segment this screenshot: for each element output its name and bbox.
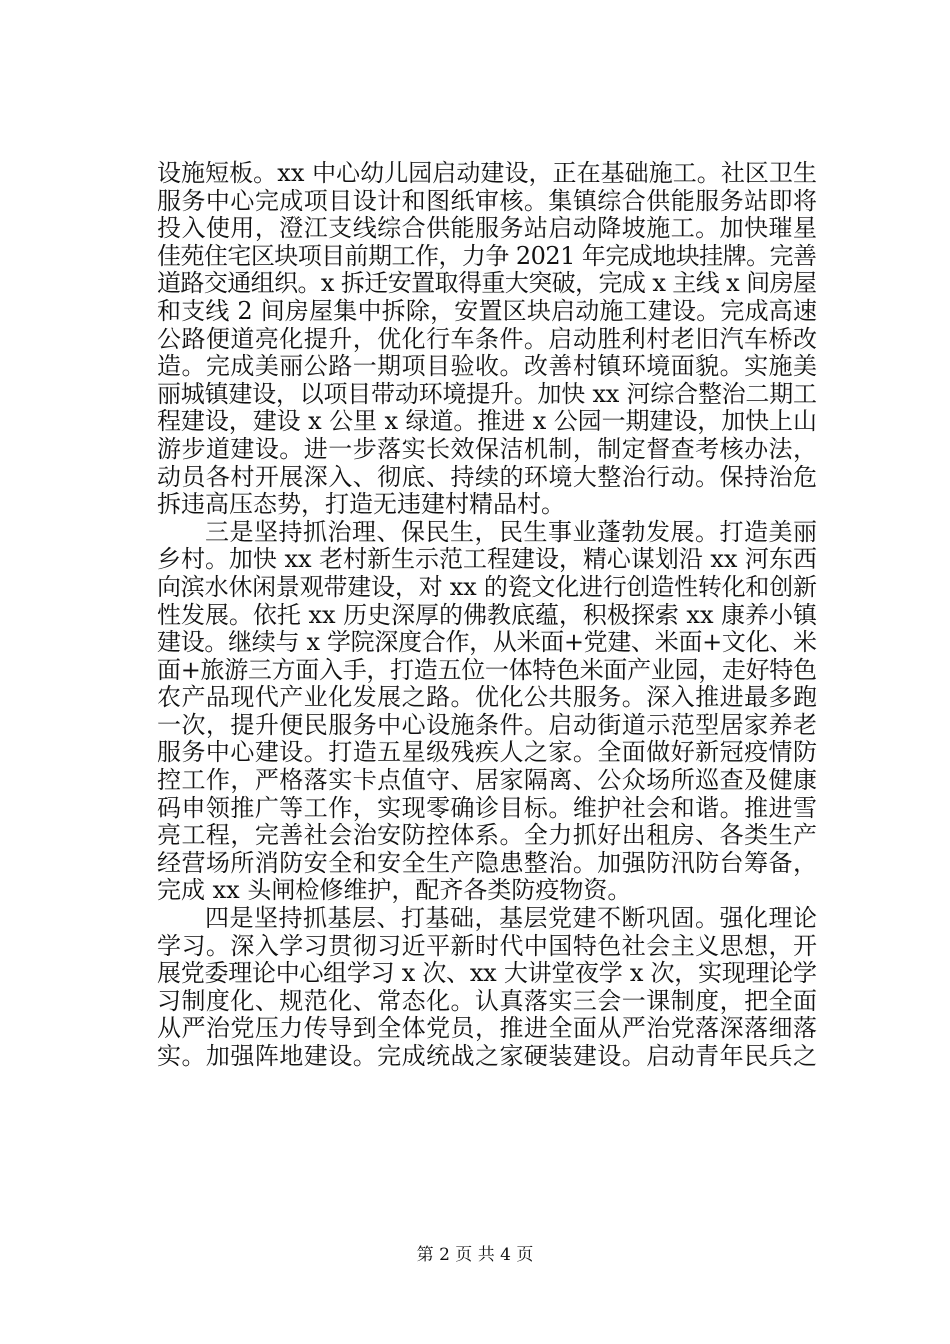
text-line: 乡村。加快 xx 老村新生示范工程建设，精心谋划沿 xx 河东西 [157,546,817,574]
text-line: 程建设，建设 x 公里 x 绿道。推进 x 公园一期建设，加快上山 [157,408,817,436]
text-line: 农产品现代产业化发展之路。优化公共服务。深入推进最多跑 [157,684,817,712]
page-footer: 第 2 页 共 4 页 [416,1245,534,1265]
text-line: 面+旅游三方面入手，打造五位一体特色米面产业园，走好特色 [157,656,817,684]
text-line: 动员各村开展深入、彻底、持续的环境大整治行动。保持治危 [157,463,817,491]
text-line: 控工作，严格落实卡点值守、居家隔离、公众场所巡查及健康 [157,767,817,795]
text-line: 一次，提升便民服务中心设施条件。启动街道示范型居家养老 [157,711,817,739]
text-line: 设施短板。xx 中心幼儿园启动建设，正在基础施工。社区卫生 [157,160,817,187]
text-line: 服务中心完成项目设计和图纸审核。集镇综合供能服务站即将 [157,187,817,215]
body-text [157,160,817,1071]
text-line: 道路交通组织。x 拆迁安置取得重大突破，完成 x 主线 x 间房屋 [157,270,817,298]
text-line: 从严治党压力传导到全体党员，推进全面从严治党落深落细落 [157,1015,817,1043]
text-line: 亮工程，完善社会治安防控体系。全力抓好出租房、各类生产 [157,822,817,850]
text-line: 服务中心建设。打造五星级残疾人之家。全面做好新冠疫情防 [157,739,817,767]
text-line: 经营场所消防安全和安全生产隐患整治。加强防汛防台筹备， [157,849,817,877]
text-line: 展党委理论中心组学习 x 次、xx 大讲堂夜学 x 次，实现理论学 [157,960,817,988]
text-line: 向滨水休闲景观带建设，对 xx 的瓷文化进行创造性转化和创新 [157,573,817,601]
text-line: 和支线 2 间房屋集中拆除，安置区块启动施工建设。完成高速 [157,297,817,325]
text-line: 拆违高压态势，打造无违建村精品村。 [157,491,565,519]
text-line: 三是坚持抓治理、保民生，民生事业蓬勃发展。打造美丽 [205,518,817,546]
text-line: 造。完成美丽公路一期项目验收。改善村镇环境面貌。实施美 [157,353,817,381]
text-line: 投入使用，澄江支线综合供能服务站启动降坡施工。加快璀星 [157,215,817,243]
text-line: 四是坚持抓基层、打基础，基层党建不断巩固。强化理论 [205,905,817,933]
text-line: 公路便道亮化提升，优化行车条件。启动胜利村老旧汽车桥改 [157,325,817,353]
text-line: 性发展。依托 xx 历史深厚的佛教底蕴，积极探索 xx 康养小镇 [157,601,817,629]
text-line: 佳苑住宅区块项目前期工作，力争 2021 年完成地块挂牌。完善 [157,242,817,270]
text-line: 丽城镇建设，以项目带动环境提升。加快 xx 河综合整治二期工 [157,380,817,408]
text-line: 完成 xx 头闸检修维护，配齐各类防疫物资。 [157,877,632,905]
text-line: 码申领推广等工作，实现零确诊目标。维护社会和谐。推进雪 [157,794,817,822]
text-line: 建设。继续与 x 学院深度合作，从米面+党建、米面+文化、米 [157,629,817,657]
text-line: 学习。深入学习贯彻习近平新时代中国特色社会主义思想，开 [157,932,817,960]
text-line: 实。加强阵地建设。完成统战之家硬装建设。启动青年民兵之 [157,1043,817,1070]
text-line: 习制度化、规范化、常态化。认真落实三会一课制度，把全面 [157,987,817,1015]
text-line: 游步道建设。进一步落实长效保洁机制，制定督查考核办法， [157,435,817,463]
